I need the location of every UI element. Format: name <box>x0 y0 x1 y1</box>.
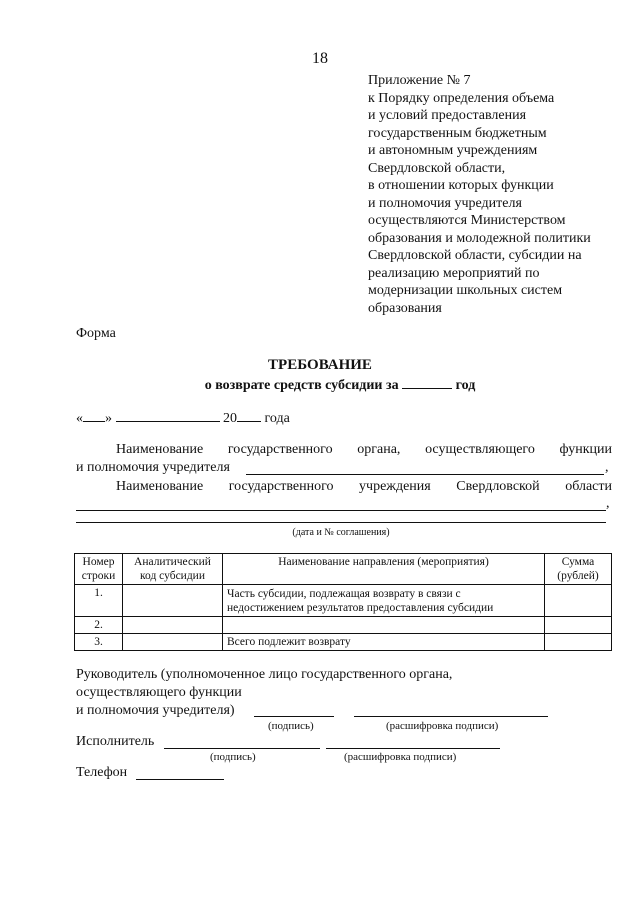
appendix-line: образования и молодежной политики <box>368 230 591 246</box>
appendix-line: к Порядку определения объема <box>368 90 555 106</box>
row-code[interactable] <box>123 585 223 617</box>
head-signature-blank[interactable] <box>254 716 334 717</box>
row-direction: Всего подлежит возврату <box>223 634 545 651</box>
appendix-line: образования <box>368 300 442 316</box>
phone-blank[interactable] <box>136 779 224 780</box>
header-direction: Наименование направления (мероприятия) <box>223 554 545 585</box>
agreement-blank[interactable] <box>76 522 606 523</box>
appendix-line: и автономным учреждениям <box>368 143 538 158</box>
row-direction[interactable] <box>223 617 545 634</box>
year-prefix: 20 <box>223 411 237 426</box>
refund-table <box>74 553 612 651</box>
authority-line-2: и полномочия учредителя <box>76 460 230 475</box>
appendix-block <box>368 72 591 317</box>
table-header-row <box>75 554 612 585</box>
appendix-line: и условий предоставления <box>368 108 527 123</box>
appendix-line: модернизации школьных систем <box>368 283 563 298</box>
institution-comma: , <box>606 496 610 511</box>
row-code[interactable] <box>123 634 223 651</box>
row-number: 3. <box>75 634 123 651</box>
row-code[interactable] <box>123 617 223 634</box>
open-quote: « <box>76 411 83 426</box>
row-sum[interactable] <box>545 617 612 634</box>
executor-transcript-caption: (расшифровка подписи) <box>344 751 457 763</box>
row-direction: Часть субсидии, подлежащая возврату в связи с недостижением результатов предоставления субсидии <box>223 585 545 617</box>
appendix-line: Приложение № 7 <box>368 73 471 88</box>
document-subtitle <box>0 376 640 394</box>
head-line-3: и полномочия учредителя) <box>76 703 235 718</box>
subtitle-suffix: год <box>455 378 476 393</box>
row-sum[interactable] <box>545 634 612 651</box>
phone-label: Телефон <box>76 765 128 780</box>
header-sum: Сумма (рублей) <box>545 554 612 585</box>
page-number: 18 <box>312 50 328 67</box>
head-line-1: Руководитель (уполномоченное лицо государственного органа, <box>76 667 453 682</box>
year-blank[interactable] <box>402 376 452 389</box>
head-line-2: осуществляющего функции <box>76 685 242 700</box>
head-transcript-blank[interactable] <box>354 716 548 717</box>
executor-signature-caption: (подпись) <box>210 751 256 763</box>
subtitle-prefix: о возврате средств субсидии за <box>204 378 399 393</box>
authority-comma: , <box>605 460 609 475</box>
executor-signature-blank[interactable] <box>164 748 320 749</box>
appendix-line: и полномочия учредителя <box>368 195 522 211</box>
agreement-caption: (дата и № соглашения) <box>292 527 390 538</box>
date-line <box>76 409 290 427</box>
table-row <box>75 634 612 651</box>
institution-blank[interactable] <box>76 510 606 511</box>
authority-line-1: Наименование государственного органа, осуществляющего функции <box>116 442 612 457</box>
head-signature-caption: (подпись) <box>268 720 314 732</box>
appendix-line: Свердловской области, субсидии на <box>368 248 582 263</box>
row-sum[interactable] <box>545 585 612 617</box>
executor-label: Исполнитель <box>76 734 155 749</box>
document-title: ТРЕБОВАНИЕ <box>268 357 372 373</box>
appendix-line: осуществляются Министерством <box>368 213 566 228</box>
month-blank[interactable] <box>116 409 220 422</box>
year-digits-blank[interactable] <box>237 409 261 422</box>
table-row <box>75 585 612 617</box>
appendix-line: государственным бюджетным <box>368 125 547 141</box>
head-transcript-caption: (расшифровка подписи) <box>386 720 499 732</box>
close-quote: » <box>105 411 112 426</box>
row-number: 1. <box>75 585 123 617</box>
appendix-line: в отношении которых функции <box>368 178 554 193</box>
day-blank[interactable] <box>83 409 105 422</box>
authority-blank[interactable] <box>246 474 604 475</box>
header-analytic-code: Аналитический код субсидии <box>123 554 223 585</box>
appendix-line: Свердловской области, <box>368 160 506 176</box>
row-number: 2. <box>75 617 123 634</box>
institution-line-1: Наименование государственного учреждения Свердловской области <box>116 479 612 494</box>
executor-transcript-blank[interactable] <box>326 748 500 749</box>
table-row <box>75 617 612 634</box>
form-label: Форма <box>76 326 116 341</box>
header-row-number: Номер строки <box>75 554 123 585</box>
appendix-line: реализацию мероприятий по <box>368 265 540 281</box>
year-suffix: года <box>264 411 290 426</box>
